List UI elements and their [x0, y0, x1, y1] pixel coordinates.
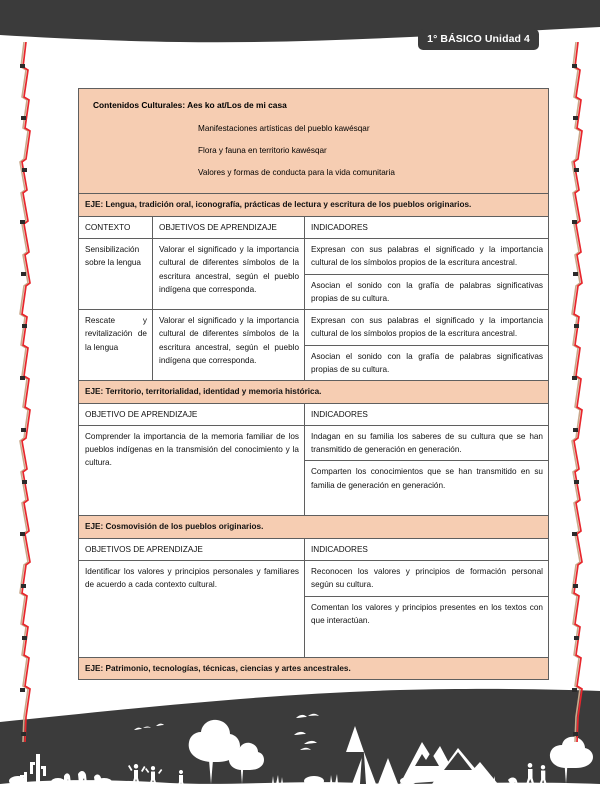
cell-objetivo-s1r1: Valorar el significado y la importancia cultural de diferentes símbolos de la escritura ancestral, según el pueblo indígena que corresponda.	[153, 239, 305, 310]
cell-objetivo-s1r2: Valorar el significado y la importancia cultural de diferentes símbolos de la escritura ancestral, según el pueblo indígena que corresponda.	[153, 310, 305, 381]
right-zigzag-border	[566, 42, 586, 742]
left-zigzag-border	[14, 42, 34, 742]
column-header-objetivos-3: OBJETIVOS DE APRENDIZAJE	[79, 538, 305, 560]
cultural-contents-value: Aes ko at/Los de mi casa	[185, 100, 287, 110]
column-header-indicadores-2: INDICADORES	[305, 403, 549, 425]
cultural-contents-cell	[79, 89, 549, 194]
table-row-headers-3	[79, 538, 549, 560]
cell-indicador-s2r1-1: Indagan en su familia los saberes de su cultura que se han transmitido de generación en generación.	[305, 425, 549, 461]
column-header-indicadores-1: INDICADORES	[305, 216, 549, 238]
column-header-contexto-1: CONTEXTO	[79, 216, 153, 238]
cell-objetivo-s2r1: Comprender la importancia de la memoria familiar de los pueblos indígenas en la transmisión del conocimiento y la cultura.	[79, 425, 305, 516]
table-row-eje-4	[79, 657, 549, 679]
curriculum-table-container	[78, 88, 548, 680]
cultural-content-line-1: Manifestaciones artísticas del pueblo kawésqar	[198, 123, 370, 133]
eje-banner-2: EJE: Territorio, territorialidad, identidad y memoria histórica.	[79, 381, 549, 403]
cell-indicador-s2r1-2: Comparten los conocimientos que se han transmitido en su familia de generación en generación.	[305, 461, 549, 516]
table-row-eje-2	[79, 381, 549, 403]
cell-indicador-s1r1-2: Asocian el sonido con la grafía de palabras significativas propias de su cultura.	[305, 274, 549, 310]
cell-objetivo-s3r1: Identificar los valores y principios personales y familiares de acuerdo a cada contexto cultural.	[79, 560, 305, 657]
cell-indicador-s1r1-1: Expresan con sus palabras el significado y la importancia cultural de los símbolos propios de la escritura ancestral.	[305, 239, 549, 275]
unit-badge: 1° BÁSICO Unidad 4	[418, 29, 539, 50]
eje-banner-1: EJE: Lengua, tradición oral, iconografía, prácticas de lectura y escritura de los pueblos originarios.	[79, 194, 549, 216]
table-row-s3-r1-i1	[79, 560, 549, 596]
bottom-landscape-silhouette	[0, 680, 600, 800]
table-row-s2-r1-i1	[79, 425, 549, 461]
cultural-content-line-3: Valores y formas de conducta para la vida comunitaria	[198, 168, 395, 178]
cell-indicador-s1r2-1: Expresan con sus palabras el significado y la importancia cultural de los símbolos propios de la escritura ancestral.	[305, 310, 549, 346]
cell-indicador-s3r1-2: Comentan los valores y principios presentes en los textos con que interactúan.	[305, 596, 549, 657]
cultural-content-line-2: Flora y fauna en territorio kawésqar	[198, 145, 327, 155]
eje-banner-4: EJE: Patrimonio, tecnologías, técnicas, ciencias y artes ancestrales.	[79, 657, 549, 679]
cell-contexto-s1r2: Rescate y revitalización de la lengua	[79, 310, 153, 381]
table-row-s1-r2-i1	[79, 310, 549, 346]
table-row-cultural-contents	[79, 89, 549, 194]
table-row-eje-3	[79, 516, 549, 538]
cell-contexto-s1r1: Sensibilización sobre la lengua	[79, 239, 153, 310]
cultural-contents-label: Contenidos Culturales:	[93, 100, 186, 110]
column-header-objetivo-2: OBJETIVO DE APRENDIZAJE	[79, 403, 305, 425]
curriculum-matrix-table	[78, 88, 549, 680]
cell-indicador-s1r2-2: Asocian el sonido con la grafía de palabras significativas propias de su cultura.	[305, 345, 549, 381]
eje-banner-3: EJE: Cosmovisión de los pueblos originarios.	[79, 516, 549, 538]
table-row-headers-1	[79, 216, 549, 238]
table-row-headers-2	[79, 403, 549, 425]
column-header-objetivos-1: OBJETIVOS DE APRENDIZAJE	[153, 216, 305, 238]
cell-indicador-s3r1-1: Reconocen los valores y principios de formación personal según su cultura.	[305, 560, 549, 596]
cultural-contents-title	[93, 99, 535, 113]
column-header-indicadores-3: INDICADORES	[305, 538, 549, 560]
table-row-s1-r1-i1	[79, 239, 549, 275]
table-row-eje-1	[79, 194, 549, 216]
